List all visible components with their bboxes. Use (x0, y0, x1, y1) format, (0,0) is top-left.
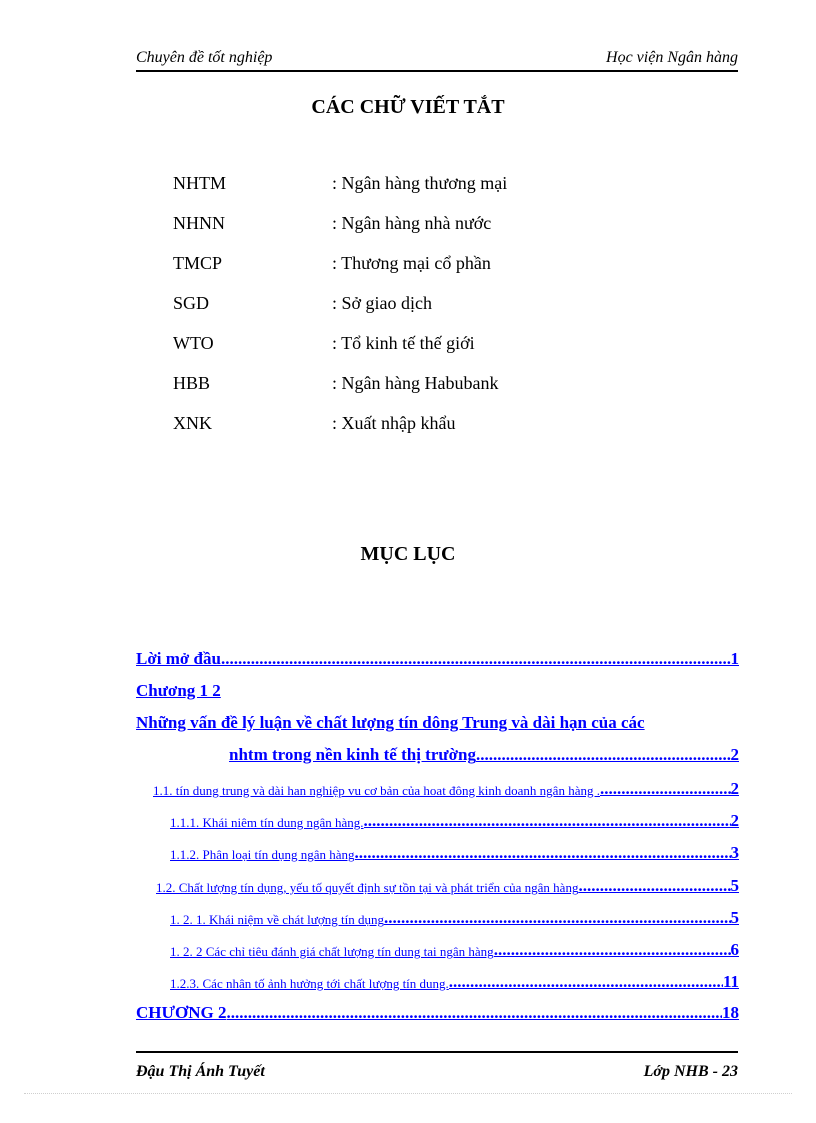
toc-entry-1-2-1[interactable] (170, 908, 739, 928)
toc-page-number: 2 (730, 811, 739, 830)
toc-leader-dots (364, 811, 731, 831)
toc-entry-text: 1.2. Chất lượng tín dụng, yếu tố quyết định sự tồn tại và phát triển của ngân hàng (156, 880, 579, 895)
toc-leader-dots (600, 779, 731, 799)
toc-entry-1-1[interactable] (153, 779, 739, 799)
page-break-divider (24, 1093, 792, 1094)
toc-entry-text: 1. 2. 2 Các chỉ tiêu đánh giá chất lượng tín dung tai ngân hàng (170, 944, 494, 959)
abbreviation-meaning: : Ngân hàng nhà nước (332, 213, 492, 233)
abbreviations-title: CÁC CHỮ VIẾT TẮT (311, 96, 505, 118)
toc-entry-chuong-1[interactable] (136, 681, 221, 701)
toc-page-number: 6 (730, 940, 739, 959)
toc-page-number: 5 (730, 908, 739, 927)
toc-leader-dots (221, 649, 731, 669)
toc-entry-chuong-1-title-cont[interactable] (229, 745, 739, 765)
abbreviation-meaning: : Thương mại cổ phần (332, 253, 491, 273)
toc-leader-dots (476, 745, 731, 765)
toc-entry-1-1-2[interactable] (170, 843, 739, 863)
abbreviation-code: NHTM (173, 173, 226, 193)
toc-page-number: 2 (730, 745, 739, 764)
abbreviation-meaning: : Ngân hàng thương mại (332, 173, 508, 193)
abbreviation-code: XNK (173, 413, 212, 433)
footer-left: Đậu Thị Ánh Tuyết (136, 1063, 265, 1080)
toc-page-number: 5 (730, 876, 739, 895)
toc-entry-text: Những vấn đề lý luận về chất lượng tín dông Trung và dài hạn của các (136, 713, 645, 732)
toc-entry-loi-mo-dau[interactable] (136, 649, 739, 669)
abbreviation-code: TMCP (173, 253, 223, 273)
abbreviation-meaning: : Sở giao dịch (332, 293, 433, 313)
abbreviation-code: WTO (173, 333, 214, 353)
page-header (136, 48, 738, 72)
toc-leader-dots (494, 940, 731, 960)
toc-entry-text: 1.2.3. Các nhân tố ảnh hưởng tới chất lượng tín dung. (170, 976, 449, 991)
toc-entry-text: CHƯƠNG 2 (136, 1003, 227, 1022)
toc-page-number: 18 (722, 1003, 739, 1022)
toc-entry-1-1-1[interactable] (170, 811, 739, 831)
toc-leader-dots (355, 843, 731, 863)
abbreviation-meaning: : Xuất nhập khẩu (332, 413, 456, 433)
toc-page-number: 1 (730, 649, 739, 668)
toc-page-number: 2 (730, 779, 739, 798)
toc-entry-text: 1.1.1. Khái niêm tín dung ngân hàng. (170, 815, 364, 830)
toc-entry-1-2[interactable] (156, 876, 739, 896)
abbreviation-code: HBB (173, 373, 211, 393)
header-right: Học viện Ngân hàng (606, 49, 738, 66)
abbreviation-meaning: : Tổ kinh tế thế giới (332, 333, 475, 353)
toc-entry-chuong-2[interactable] (136, 1003, 739, 1023)
toc-entry-text: 1.1.2. Phân loại tín dụng ngân hàng (170, 847, 355, 862)
toc-page-number: 11 (722, 972, 739, 991)
toc-entry-text: 1. 2. 1. Khái niệm về chát lượng tín dụng (170, 912, 384, 927)
toc-title: MỤC LỤC (360, 543, 456, 565)
toc-entry-text: Chương 1 2 (136, 681, 221, 700)
toc-entry-chuong-1-title[interactable] (136, 713, 645, 733)
toc-leader-dots (384, 908, 731, 928)
toc-entry-text: nhtm trong nền kinh tế thị trường (229, 745, 476, 764)
toc-page-number: 3 (730, 843, 739, 862)
toc-entry-text: 1.1. tín dung trung và dài han nghiệp vu cơ bản của hoat đông kinh doanh ngân hàng . (153, 783, 600, 798)
toc-entry-1-2-2[interactable] (170, 940, 739, 960)
header-left: Chuyên đề tốt nghiệp (136, 49, 273, 66)
abbreviation-meaning: : Ngân hàng Habubank (332, 373, 499, 393)
toc-entry-1-2-3[interactable] (170, 972, 739, 992)
page-footer (136, 1051, 738, 1081)
abbreviation-code: NHNN (173, 213, 225, 233)
abbreviation-code: SGD (173, 293, 210, 313)
toc-leader-dots (449, 972, 723, 992)
toc-leader-dots (578, 876, 730, 896)
toc-leader-dots (227, 1003, 722, 1023)
footer-right: Lớp NHB - 23 (643, 1063, 738, 1080)
toc-entry-text: Lời mở đầu (136, 649, 221, 668)
